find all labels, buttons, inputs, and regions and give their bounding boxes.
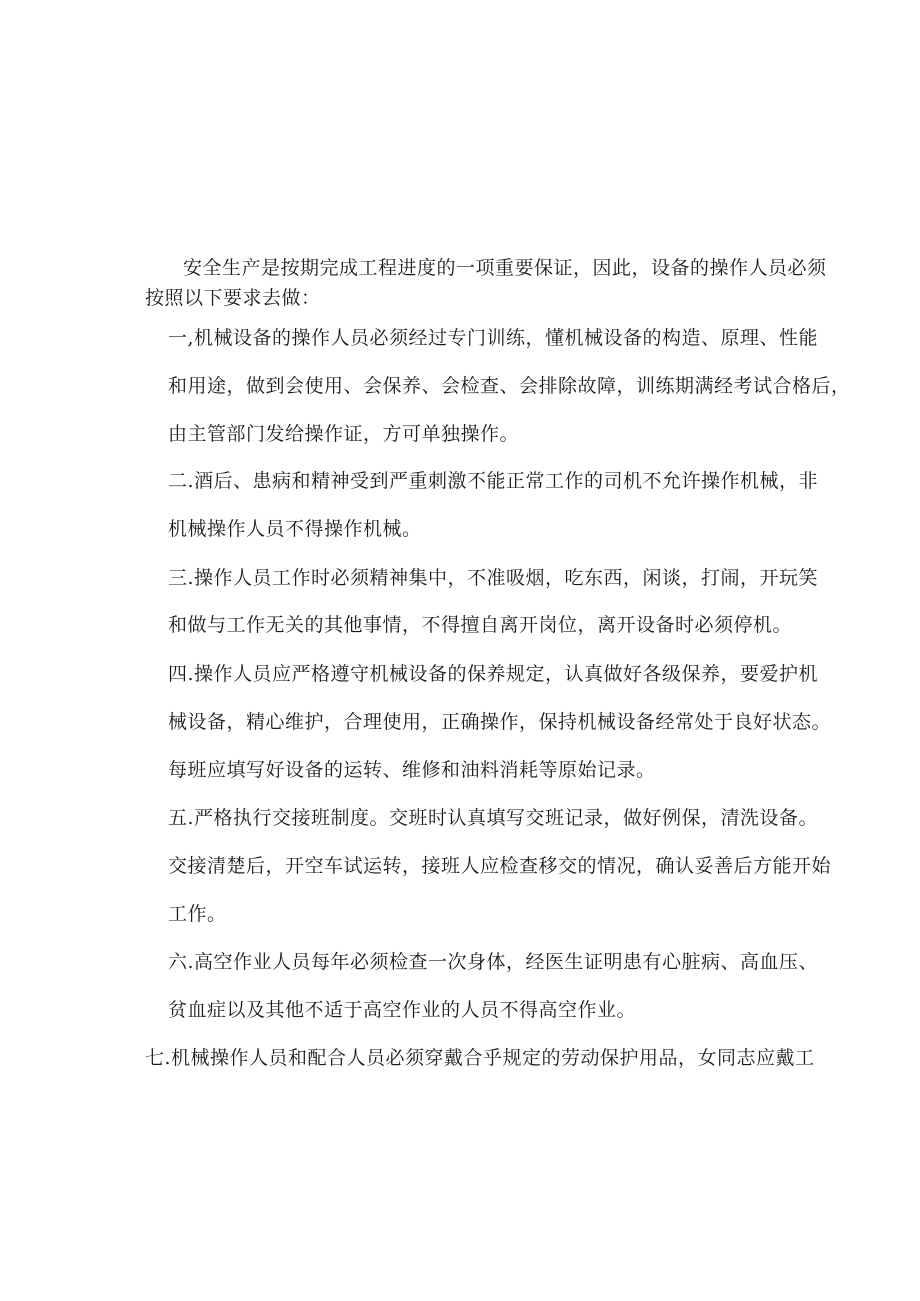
rule-3-line-2: 和做与工作无关的其他事情，不得擅自离开岗位，离开设备时必须停机。 [168, 614, 793, 636]
rule-1-line-2: 和用途，做到会使用、会保养、会检查、会排除故障，训练期满经考试合格后， [168, 375, 851, 397]
rule-4-line-2: 械设备，精心维护，合理使用，正确操作，保持机械设备经常处于良好状态。 [168, 711, 832, 733]
rule-6-line-2: 贫血症以及其他不适于高空作业的人员不得高空作业。 [168, 999, 637, 1021]
rule-2-line-1: 二.酒后、患病和精神受到严重刺激不能正常工作的司机不允许操作机械，非 [168, 470, 819, 492]
rule-5-line-1: 五.严格执行交接班制度。交班时认真填写交班记录，做好例保，清洗设备。 [168, 807, 819, 829]
rule-1-line-3: 由主管部门发给操作证，方可单独操作。 [168, 423, 520, 445]
rule-3-line-1: 三.操作人员工作时必须精神集中，不准吸烟，吃东西，闲谈，打闹，开玩笑 [168, 567, 819, 589]
rule-5-line-3: 工作。 [168, 903, 227, 925]
rule-5-line-2: 交接清楚后，开空车试运转，接班人应检查移交的情况，确认妥善后方能开始 [168, 855, 832, 877]
rule-4-line-1: 四.操作人员应严格遵守机械设备的保养规定，认真做好各级保养，要爱护机 [168, 663, 819, 685]
rule-6-line-1: 六.高空作业人员每年必须检查一次身体，经医生证明患有心脏病、高血压、 [168, 951, 819, 973]
rule-1-line-1: 一,机械设备的操作人员必须经过专门训练，懂机械设备的构造、原理、性能 [168, 327, 819, 349]
rule-2-line-2: 机械操作人员不得操作机械。 [168, 518, 422, 540]
intro-line-1: 安全生产是按期完成工程进度的一项重要保证，因此，设备的操作人员必须 [183, 257, 827, 279]
rule-4-line-3: 每班应填写好设备的运转、维修和油料消耗等原始记录。 [168, 759, 656, 781]
rule-7-line-1: 七.机械操作人员和配合人员必须穿戴合乎规定的劳动保护用品，女同志应戴工 [145, 1047, 815, 1069]
intro-line-2: 按照以下要求去做： [145, 287, 321, 309]
